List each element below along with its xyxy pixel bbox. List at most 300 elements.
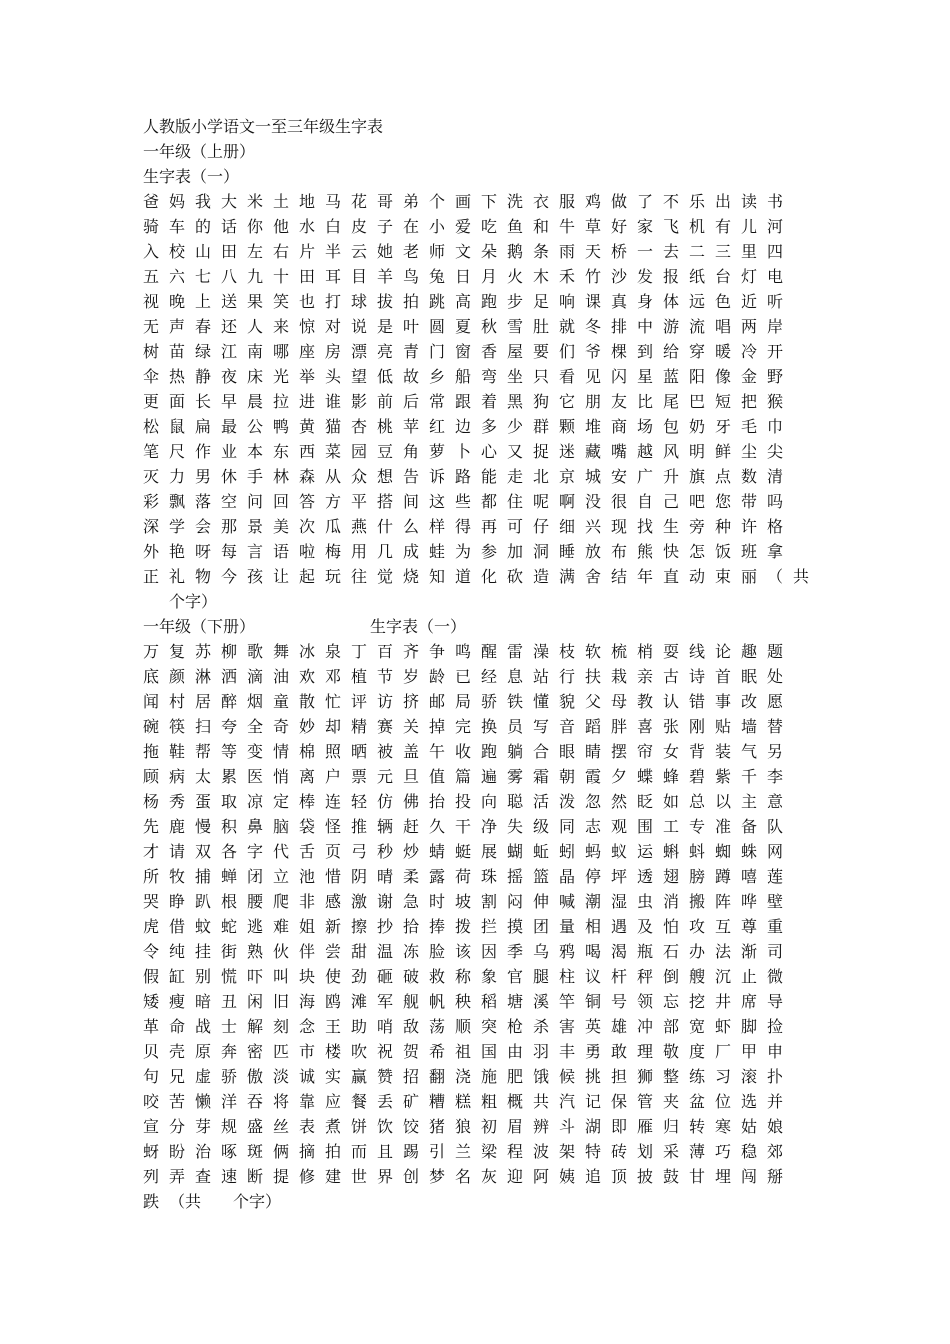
char-cell: 子	[377, 217, 394, 236]
char-cell: 拔	[377, 292, 394, 311]
char-row	[143, 339, 823, 364]
char-cell: 长	[195, 392, 212, 411]
char-cell: 救	[429, 967, 446, 986]
char-cell: 互	[715, 917, 732, 936]
char-cell: 看	[559, 367, 576, 386]
char-cell: 胖	[611, 717, 628, 736]
char-cell: 道	[455, 567, 472, 586]
char-cell: 愿	[767, 692, 784, 711]
char-cell: 赛	[377, 717, 394, 736]
char-cell: 找	[637, 517, 654, 536]
char-cell: 伞	[143, 367, 160, 386]
char-cell: 您	[715, 492, 732, 511]
char-cell: 漂	[351, 342, 368, 361]
char-row	[143, 639, 823, 664]
char-cell: 亲	[637, 667, 654, 686]
char-cell: 舞	[273, 642, 290, 661]
char-cell: 郊	[767, 1142, 784, 1161]
char-cell: 法	[715, 942, 732, 961]
char-cell: 士	[221, 1017, 238, 1036]
char-cell: 骄	[481, 692, 498, 711]
char-cell: 推	[351, 817, 368, 836]
char-cell: 英	[585, 1017, 602, 1036]
char-cell: 就	[559, 317, 576, 336]
char-cell: 校	[169, 242, 186, 261]
char-cell: 拾	[403, 917, 420, 936]
char-cell: 沙	[611, 267, 628, 286]
char-cell: 饿	[533, 1067, 550, 1086]
char-cell: 后	[403, 392, 420, 411]
char-cell: 伴	[299, 942, 316, 961]
char-cell: 貌	[559, 692, 576, 711]
char-cell: 想	[377, 467, 394, 486]
char-row	[143, 814, 823, 839]
char-cell: 了	[637, 192, 654, 211]
char-cell: 入	[143, 242, 160, 261]
char-cell: 建	[325, 1167, 342, 1186]
char-cell: 清	[767, 467, 784, 486]
char-cell: 流	[689, 317, 706, 336]
char-cell: 膀	[689, 867, 706, 886]
char-cell: 珠	[481, 867, 498, 886]
char-cell: 三	[715, 242, 732, 261]
char-cell: 准	[715, 817, 732, 836]
char-cell: 湿	[611, 892, 628, 911]
char-cell: 能	[481, 467, 498, 486]
char-cell: 壳	[169, 1042, 186, 1061]
char-cell: 睁	[169, 892, 186, 911]
char-cell: 架	[559, 1142, 576, 1161]
char-cell: 球	[351, 292, 368, 311]
char-cell: 颗	[559, 417, 576, 436]
char-cell: 远	[689, 292, 706, 311]
char-cell: 蹲	[715, 867, 732, 886]
char-cell: 种	[715, 517, 732, 536]
char-cell: 元	[377, 767, 394, 786]
char-cell: 呢	[533, 492, 550, 511]
char-cell: 并	[767, 1092, 784, 1111]
char-cell: 穿	[689, 342, 706, 361]
char-cell: 嘴	[611, 442, 628, 461]
char-cell: 冷	[741, 342, 758, 361]
char-cell: 栽	[611, 667, 628, 686]
char-cell: 奔	[221, 1042, 238, 1061]
char-cell: 饮	[377, 1117, 394, 1136]
char-cell: 枪	[507, 1017, 524, 1036]
char-cell: 早	[221, 392, 238, 411]
char-cell: 刚	[689, 717, 706, 736]
char-cell: 耍	[663, 642, 680, 661]
char-cell: 帘	[637, 742, 654, 761]
char-cell: 贺	[403, 1042, 420, 1061]
char-cell: 劲	[351, 967, 368, 986]
char-cell: 金	[741, 367, 758, 386]
char-cell: 绿	[195, 342, 212, 361]
char-cell: 靠	[299, 1092, 316, 1111]
char-cell: 拨	[455, 917, 472, 936]
char-cell: 精	[351, 717, 368, 736]
char-cell: 歌	[247, 642, 264, 661]
char-cell: 归	[663, 1117, 680, 1136]
char-cell: 共	[533, 1092, 550, 1111]
char-cell: 的	[195, 217, 212, 236]
char-cell: 肥	[507, 1067, 524, 1086]
char-cell: 拖	[143, 742, 160, 761]
char-cell: 喊	[559, 892, 576, 911]
char-cell: 丑	[221, 992, 238, 1011]
char-cell: 哪	[273, 342, 290, 361]
char-cell: 蜓	[455, 842, 472, 861]
char-cell: 节	[377, 667, 394, 686]
char-cell: 对	[325, 317, 342, 336]
char-cell: 成	[403, 542, 420, 561]
char-cell: 肚	[533, 317, 550, 336]
char-cell: （	[767, 567, 784, 586]
char-row	[143, 1064, 823, 1089]
char-cell: 暖	[715, 342, 732, 361]
char-cell: 游	[663, 317, 680, 336]
char-cell: 二	[689, 242, 706, 261]
grade1-lower-table-label: 生字表（一）	[370, 617, 467, 636]
char-cell: 姑	[741, 1117, 758, 1136]
char-cell: 泼	[559, 792, 576, 811]
char-cell: 鼻	[247, 817, 264, 836]
char-cell: 群	[533, 417, 550, 436]
char-cell: 使	[325, 967, 342, 986]
char-cell: 争	[429, 642, 446, 661]
char-cell: 施	[481, 1067, 498, 1086]
char-cell: 评	[351, 692, 368, 711]
char-cell: 猪	[429, 1117, 446, 1136]
char-cell: 洒	[221, 667, 238, 686]
char-cell: 课	[585, 292, 602, 311]
char-cell: 割	[481, 892, 498, 911]
char-cell: 秧	[455, 992, 472, 1011]
char-cell: 虫	[637, 892, 654, 911]
char-cell: 阵	[715, 892, 732, 911]
char-cell: 们	[559, 342, 576, 361]
char-cell: 完	[455, 717, 472, 736]
char-cell: 直	[663, 567, 680, 586]
char-cell: 楼	[325, 1042, 342, 1061]
char-cell: 网	[767, 842, 784, 861]
char-cell: 蚪	[689, 842, 706, 861]
char-cell: 观	[611, 817, 628, 836]
char-cell: 变	[247, 742, 264, 761]
char-cell: 灯	[741, 267, 758, 286]
char-cell: 藏	[585, 442, 602, 461]
char-cell: 灭	[143, 467, 160, 486]
char-cell: 夕	[611, 767, 628, 786]
char-cell: 秀	[169, 792, 186, 811]
char-cell: 听	[767, 292, 784, 311]
char-cell: 战	[195, 1017, 212, 1036]
char-cell: 旁	[689, 517, 706, 536]
char-cell: 相	[585, 917, 602, 936]
char-cell: 瘦	[169, 992, 186, 1011]
char-cell: 经	[481, 667, 498, 686]
char-cell: 圆	[429, 317, 446, 336]
char-cell: 尺	[169, 442, 186, 461]
char-cell: 掉	[429, 717, 446, 736]
char-cell: 爬	[273, 892, 290, 911]
char-cell: 岁	[403, 667, 420, 686]
char-cell: 知	[429, 567, 446, 586]
char-cell: 豆	[377, 442, 394, 461]
char-cell: 洞	[533, 542, 550, 561]
char-cell: 左	[247, 242, 264, 261]
char-cell: 一	[637, 242, 654, 261]
char-cell: 百	[377, 642, 394, 661]
char-cell: 候	[559, 1067, 576, 1086]
char-cell: 拿	[767, 542, 784, 561]
char-cell: 糕	[455, 1092, 472, 1111]
char-cell: 彩	[143, 492, 160, 511]
char-cell: 市	[299, 1042, 316, 1061]
char-cell: 母	[611, 692, 628, 711]
char-cell: 枝	[559, 642, 576, 661]
char-cell: 才	[143, 842, 160, 861]
char-cell: 篇	[455, 767, 472, 786]
char-cell: 天	[585, 242, 602, 261]
char-cell: 暗	[195, 992, 212, 1011]
char-cell: 尾	[663, 392, 680, 411]
char-cell: 服	[559, 192, 576, 211]
char-cell: 息	[507, 667, 524, 686]
char-cell: 论	[715, 642, 732, 661]
char-cell: 攻	[689, 917, 706, 936]
char-cell: 芽	[195, 1117, 212, 1136]
char-cell: 紫	[715, 767, 732, 786]
char-cell: 蛋	[195, 792, 212, 811]
char-cell: 排	[611, 317, 628, 336]
char-cell: 石	[663, 942, 680, 961]
char-cell: 梁	[481, 1142, 498, 1161]
char-cell: 虾	[715, 1017, 732, 1036]
char-cell: 熊	[637, 542, 654, 561]
char-cell: 尝	[325, 942, 342, 961]
char-cell: 机	[689, 217, 706, 236]
char-cell: 俩	[273, 1142, 290, 1161]
char-cell: 转	[689, 1117, 706, 1136]
char-cell: 表	[299, 1117, 316, 1136]
char-cell: 全	[247, 717, 264, 736]
char-cell: 矮	[143, 992, 160, 1011]
char-cell: 空	[221, 492, 238, 511]
char-cell: 坐	[507, 367, 524, 386]
char-cell: 眠	[741, 667, 758, 686]
char-cell: 响	[559, 292, 576, 311]
char-cell: 月	[481, 267, 498, 286]
char-cell: 桥	[611, 242, 628, 261]
char-cell: 衣	[533, 192, 550, 211]
char-cell: 闲	[247, 992, 264, 1011]
char-cell: 深	[143, 517, 160, 536]
char-cell: 船	[455, 367, 472, 386]
char-cell: 厂	[715, 1042, 732, 1061]
char-cell: 错	[689, 692, 706, 711]
char-row	[143, 889, 823, 914]
char-cell: 助	[351, 1017, 368, 1036]
char-cell: 挤	[403, 692, 420, 711]
char-cell: 管	[637, 1092, 654, 1111]
char-cell: 晴	[377, 867, 394, 886]
char-cell: 弯	[481, 367, 498, 386]
char-cell: 起	[299, 567, 316, 586]
char-cell: 秤	[637, 967, 654, 986]
char-cell: 重	[767, 917, 784, 936]
char-cell: 往	[351, 567, 368, 586]
char-cell: 应	[325, 1092, 342, 1111]
char-cell: 概	[507, 1092, 524, 1111]
char-cell: 且	[377, 1142, 394, 1161]
char-cell: 十	[273, 267, 290, 286]
char-cell: 温	[377, 942, 394, 961]
char-cell: 烧	[403, 567, 420, 586]
char-row	[143, 514, 823, 539]
char-cell: 宣	[143, 1117, 160, 1136]
char-cell: 邮	[429, 692, 446, 711]
char-cell: 仿	[377, 792, 394, 811]
char-cell: 火	[507, 267, 524, 286]
char-cell: 奇	[273, 717, 290, 736]
char-cell: 司	[767, 942, 784, 961]
char-cell: 下	[481, 192, 498, 211]
char-row	[143, 214, 823, 239]
char-cell: 遍	[481, 767, 498, 786]
char-cell: 土	[273, 192, 290, 211]
char-cell: 票	[351, 767, 368, 786]
char-cell: 潮	[585, 892, 602, 911]
char-cell: 蛇	[221, 917, 238, 936]
char-cell: 黄	[299, 417, 316, 436]
char-cell: 拦	[481, 917, 498, 936]
char-row	[143, 289, 823, 314]
char-cell: 出	[715, 192, 732, 211]
char-cell: 让	[273, 567, 290, 586]
char-cell: 弓	[351, 842, 368, 861]
char-cell: 处	[767, 667, 784, 686]
char-cell: 矿	[403, 1092, 420, 1111]
char-cell: 束	[715, 567, 732, 586]
char-cell: 先	[143, 817, 160, 836]
char-row	[143, 764, 823, 789]
char-cell: 挖	[689, 992, 706, 1011]
char-cell: 白	[325, 217, 342, 236]
char-cell: 练	[689, 1067, 706, 1086]
char-cell: 泉	[325, 642, 342, 661]
char-cell: 巧	[715, 1142, 732, 1161]
char-cell: 鸟	[403, 267, 420, 286]
char-cell: 掰	[767, 1167, 784, 1186]
char-cell: 吗	[767, 492, 784, 511]
char-cell: 短	[715, 392, 732, 411]
char-row	[143, 939, 823, 964]
char-cell: 请	[169, 842, 186, 861]
char-cell: 粗	[481, 1092, 498, 1111]
char-cell: 些	[455, 492, 472, 511]
char-cell: 投	[455, 792, 472, 811]
char-cell: 笔	[143, 442, 160, 461]
char-cell: 累	[221, 767, 238, 786]
char-cell: 梳	[611, 642, 628, 661]
char-cell: 改	[741, 692, 758, 711]
char-cell: 河	[767, 217, 784, 236]
char-cell: 没	[585, 492, 602, 511]
char-cell: 玩	[325, 567, 342, 586]
char-cell: 饼	[351, 1117, 368, 1136]
char-cell: 根	[221, 892, 238, 911]
char-cell: 导	[767, 992, 784, 1011]
char-cell: 鱼	[507, 217, 524, 236]
char-cell: 雁	[637, 1117, 654, 1136]
char-cell: 立	[273, 867, 290, 886]
char-cell: 冲	[637, 1017, 654, 1036]
char-cell: 宽	[689, 1017, 706, 1036]
char-cell: 怕	[663, 917, 680, 936]
char-cell: 脑	[273, 817, 290, 836]
char-cell: 列	[143, 1167, 160, 1186]
char-cell: 教	[637, 692, 654, 711]
char-cell: 有	[715, 217, 732, 236]
char-cell: 捧	[429, 917, 446, 936]
char-cell: 爷	[585, 342, 602, 361]
char-cell: 即	[611, 1117, 628, 1136]
char-cell: 夸	[221, 717, 238, 736]
char-cell: 正	[143, 567, 160, 586]
char-cell: 李	[767, 767, 784, 786]
char-cell: 字	[247, 842, 264, 861]
char-cell: 关	[403, 717, 420, 736]
char-cell: 专	[689, 817, 706, 836]
char-cell: 南	[247, 342, 264, 361]
char-cell: 视	[143, 292, 160, 311]
char-cell: 稳	[741, 1142, 758, 1161]
char-cell: 规	[221, 1117, 238, 1136]
char-cell: 静	[195, 367, 212, 386]
char-cell: 办	[689, 942, 706, 961]
char-cell: 皮	[351, 217, 368, 236]
char-cell: 辆	[377, 817, 394, 836]
char-cell: 雷	[507, 642, 524, 661]
char-row	[143, 964, 823, 989]
char-cell: 文	[455, 242, 472, 261]
char-cell: 扫	[195, 717, 212, 736]
char-cell: 却	[325, 717, 342, 736]
char-cell: 渐	[741, 942, 758, 961]
char-cell: 摸	[507, 917, 524, 936]
char-cell: 格	[767, 517, 784, 536]
char-cell: 桃	[377, 417, 394, 436]
char-cell: 好	[611, 217, 628, 236]
char-cell: 分	[169, 1117, 186, 1136]
char-cell: 闪	[611, 367, 628, 386]
char-cell: 壁	[767, 892, 784, 911]
char-cell: 篮	[533, 867, 550, 886]
char-cell: 夏	[455, 317, 472, 336]
char-cell: 席	[741, 992, 758, 1011]
char-cell: 意	[767, 792, 784, 811]
char-cell: 这	[429, 492, 446, 511]
char-cell: 墙	[741, 717, 758, 736]
char-cell: 担	[611, 1067, 628, 1086]
char-cell: 闷	[507, 892, 524, 911]
char-cell: 他	[273, 217, 290, 236]
char-cell: 己	[663, 492, 680, 511]
char-cell: 定	[273, 792, 290, 811]
char-cell: 惊	[299, 317, 316, 336]
char-cell: 着	[481, 392, 498, 411]
